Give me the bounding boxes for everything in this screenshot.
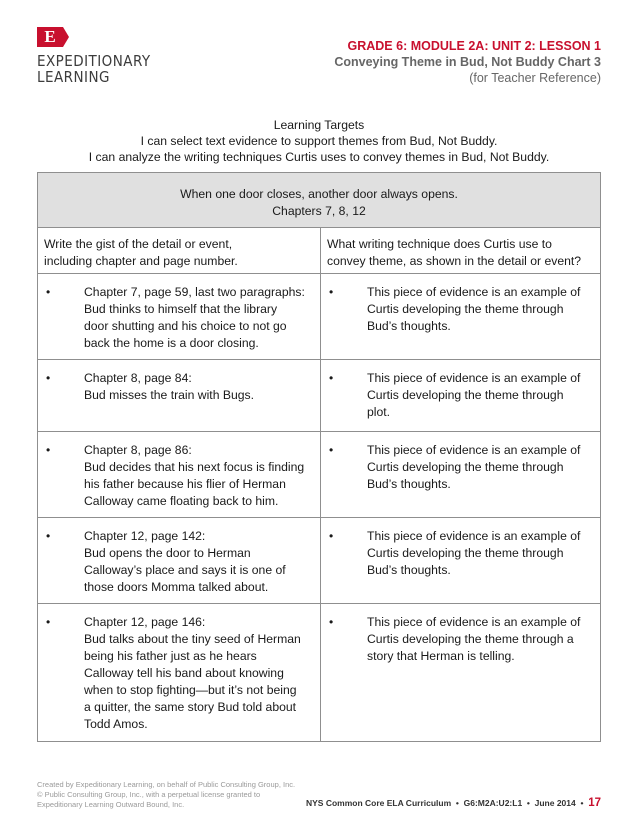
technique-cell [321, 518, 601, 604]
theme-title-cell [38, 173, 601, 228]
text-line: story that Herman is telling. [367, 649, 515, 663]
text-line: Chapter 8, page 84: [84, 371, 192, 385]
text-line: when to stop fighting—but it’s not being [84, 683, 297, 697]
text-line: Bud’s thoughts. [367, 319, 451, 333]
bullet-icon: • [329, 371, 334, 385]
technique-cell [321, 360, 601, 432]
text-line: This piece of evidence is an example of [367, 371, 581, 385]
text-line: Curtis developing the theme through [367, 546, 564, 560]
chart-title: Conveying Theme in Bud, Not Buddy Chart 3 [334, 55, 601, 69]
bullet-item [44, 370, 314, 404]
theme-statement: When one door closes, another door always opens. [180, 187, 458, 201]
bullet-text [84, 442, 314, 510]
text-line: Bud misses the train with Bugs. [84, 388, 255, 402]
bullet-icon: • [46, 443, 51, 457]
learning-targets [37, 117, 601, 165]
text-line: Curtis developing the theme through [367, 302, 564, 316]
bullet-icon: • [329, 529, 334, 543]
page-number: 17 [588, 797, 601, 809]
text-line: Bud opens the door to Herman [84, 546, 251, 560]
bullet-item [327, 442, 594, 493]
text-line: Calloway’s place and says it is one of [84, 563, 286, 577]
column-header-gist: Write the gist of the detail or event, including chapter and page number. [38, 228, 321, 274]
gist-cell [38, 360, 321, 432]
bullet-item [44, 614, 314, 733]
text-line: Chapter 12, page 142: [84, 529, 206, 543]
logo-line-1: EXPEDITIONARY [37, 52, 151, 70]
footer-code: G6:M2A:U2:L1 [463, 798, 523, 808]
text-line: a quitter, the same story Bud told about [84, 700, 297, 714]
bullet-icon: • [329, 285, 334, 299]
logo-text [37, 52, 151, 86]
text-line: those doors Momma talked about. [84, 580, 269, 594]
text-line: Chapter 8, page 86: [84, 443, 192, 457]
text-line: Chapter 7, page 59, last two paragraphs: [84, 285, 305, 299]
table-row [38, 360, 601, 432]
logo-mark: E [37, 27, 63, 47]
lesson-title: GRADE 6: MODULE 2A: UNIT 2: LESSON 1 [347, 39, 601, 53]
column-header-technique: What writing technique does Curtis use to convey theme, as shown in the detail or event? [321, 228, 601, 274]
footer-credits: Created by Expeditionary Learning, on behalf of Public Consulting Group, Inc. © Public Consulting Group, Inc., with a perpetual license granted to Expeditionary Learning Outward Bound, Inc. [37, 780, 296, 809]
text-line: Bud thinks to himself that the library [84, 302, 278, 316]
table-row [38, 432, 601, 518]
text-line: Curtis developing the theme through [367, 388, 564, 402]
technique-cell [321, 274, 601, 360]
footer-date: June 2014 [534, 798, 576, 808]
text-line: Todd Amos. [84, 717, 148, 731]
gist-cell [38, 518, 321, 604]
bullet-item [327, 370, 594, 421]
text-line: Bud talks about the tiny seed of Herman [84, 632, 301, 646]
gist-cell [38, 604, 321, 742]
technique-cell [321, 432, 601, 518]
bullet-item [327, 284, 594, 335]
bullet-text [367, 442, 594, 493]
gist-cell [38, 274, 321, 360]
bullet-item [327, 528, 594, 579]
bullet-text [84, 284, 314, 352]
bullet-text [84, 370, 314, 404]
technique-cell [321, 604, 601, 742]
text-line: Bud’s thoughts. [367, 563, 451, 577]
bullet-item [44, 528, 314, 596]
target-item: I can analyze the writing techniques Curtis uses to convey themes in Bud, Not Buddy. [88, 150, 550, 164]
text-line: This piece of evidence is an example of [367, 615, 581, 629]
bullet-text [367, 284, 594, 335]
gist-cell [38, 432, 321, 518]
target-item: I can select text evidence to support themes from Bud, Not Buddy. [140, 134, 498, 148]
text-line: being his father just as he hears [84, 649, 257, 663]
footer-curriculum: NYS Common Core ELA Curriculum [306, 798, 452, 808]
text-line: Curtis developing the theme through a [367, 632, 574, 646]
bullet-text [367, 528, 594, 579]
table-row [38, 604, 601, 742]
text-line: This piece of evidence is an example of [367, 285, 581, 299]
bullet-item [327, 614, 594, 665]
bullet-icon: • [46, 371, 51, 385]
bullet-item [44, 284, 314, 352]
table-row [38, 274, 601, 360]
bullet-text [84, 528, 314, 596]
logo-line-2: LEARNING [37, 68, 110, 86]
bullet-icon: • [46, 529, 51, 543]
text-line: plot. [367, 405, 391, 419]
expeditionary-learning-logo [37, 27, 151, 86]
theme-chart-table [37, 172, 601, 742]
bullet-item [44, 442, 314, 510]
bullet-text [367, 370, 594, 421]
text-line: Calloway tell his band about knowing [84, 666, 284, 680]
bullet-icon: • [46, 285, 51, 299]
bullet-text [84, 614, 314, 733]
text-line: This piece of evidence is an example of [367, 529, 581, 543]
text-line: Calloway came floating back to him. [84, 494, 279, 508]
text-line: Bud’s thoughts. [367, 477, 451, 491]
text-line: back the home is a door closing. [84, 336, 259, 350]
theme-chapters: Chapters 7, 8, 12 [272, 204, 366, 218]
reference-note: (for Teacher Reference) [469, 71, 601, 85]
targets-heading: Learning Targets [273, 118, 365, 132]
bullet-text [367, 614, 594, 665]
text-line: This piece of evidence is an example of [367, 443, 581, 457]
bullet-icon: • [46, 615, 51, 629]
text-line: his father because his flier of Herman [84, 477, 286, 491]
text-line: Bud decides that his next focus is finding [84, 460, 305, 474]
page-header [334, 39, 601, 86]
table-row [38, 518, 601, 604]
text-line: Chapter 12, page 146: [84, 615, 206, 629]
bullet-icon: • [329, 443, 334, 457]
text-line: Curtis developing the theme through [367, 460, 564, 474]
footer-info: NYS Common Core ELA Curriculum • G6:M2A:U2:L1 • June 2014 • 17 [306, 797, 601, 809]
bullet-icon: • [329, 615, 334, 629]
text-line: door shutting and his choice to not go [84, 319, 287, 333]
